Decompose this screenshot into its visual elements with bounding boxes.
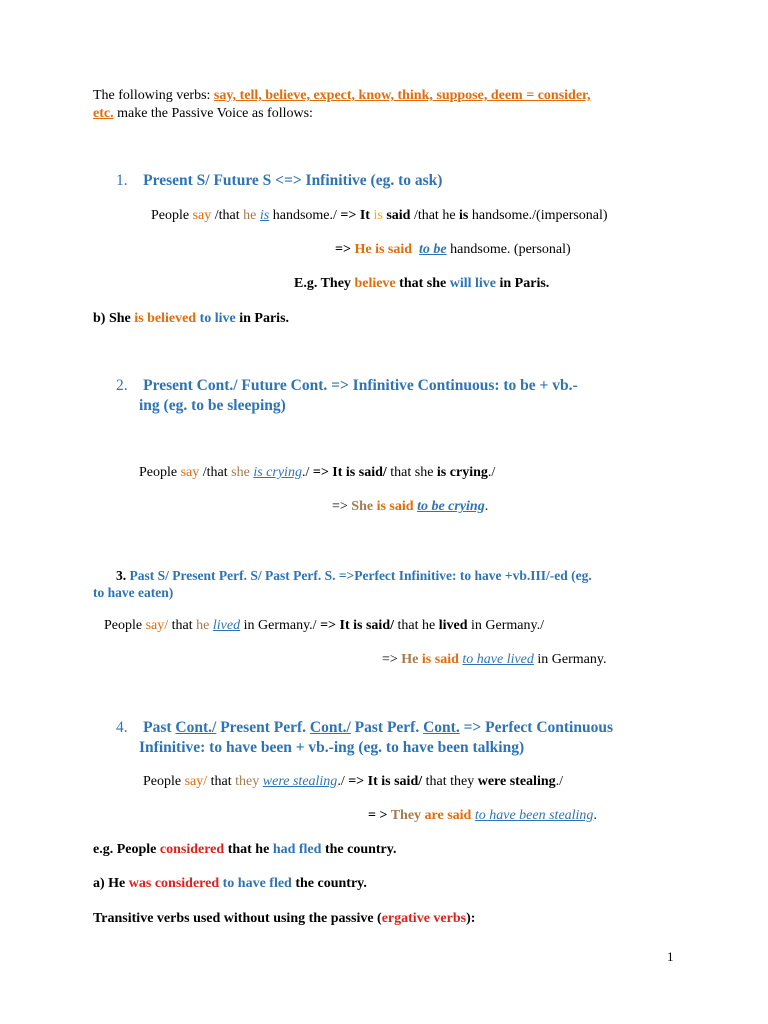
section-4-eg xyxy=(93,841,397,859)
text-is-yellow: is xyxy=(373,208,383,223)
text-that-she: that she xyxy=(395,276,450,291)
text-that-he: /that he xyxy=(410,208,460,223)
text-is-said: is said xyxy=(418,652,459,667)
section-3-heading-1 xyxy=(116,567,592,585)
text-to-have-been-stealing: to have been stealing xyxy=(474,808,594,823)
text-that-he: that he xyxy=(224,842,273,857)
text-slash: ./ xyxy=(301,465,313,480)
text-cont-3: Cont. xyxy=(423,719,460,736)
text-was-considered: was considered xyxy=(128,876,220,891)
text-arrow-it-is-said: => It is said/ xyxy=(312,465,387,480)
text-had-fled: had fled xyxy=(272,842,322,857)
text-to-be: to be xyxy=(419,242,447,257)
text-present-perf: Present Perf. xyxy=(216,719,310,736)
section-3-title-line-1: Past S/ Present Perf. S/ Past Perf. S. =>Perfect Infinitive: to have +vb.III/-ed (eg. xyxy=(126,568,592,583)
text-period: . xyxy=(484,499,489,514)
text-people: People xyxy=(151,208,193,223)
page-number: 1 xyxy=(667,949,674,964)
section-1-example-2 xyxy=(335,241,571,259)
text-the-country: the country. xyxy=(291,876,367,891)
section-4-title-line-1 xyxy=(143,719,613,736)
intro-line-1 xyxy=(93,87,590,105)
section-4-example-1 xyxy=(143,773,563,791)
text-people: People xyxy=(143,774,185,789)
text-believe: believe xyxy=(354,276,396,291)
text-is-crying-bold: is crying xyxy=(436,465,488,480)
text-perfect-continuous: => Perfect Continuous xyxy=(459,719,613,736)
text-slash: ./ xyxy=(337,774,349,789)
text-that: that xyxy=(168,618,197,633)
section-2-title-line-1: Present Cont./ Future Cont. => Infinitive Continuous: to be + vb.- xyxy=(143,377,578,394)
intro-tail: make the Passive Voice as follows: xyxy=(113,106,313,121)
text-considered: considered xyxy=(159,842,225,857)
text-arrow: => xyxy=(382,652,402,667)
section-4-a xyxy=(93,875,367,893)
text-that-they: that they xyxy=(422,774,478,789)
text-he: he xyxy=(243,208,257,223)
text-were-stealing: were stealing xyxy=(262,774,338,789)
text-said: said xyxy=(382,208,411,223)
intro-line-2 xyxy=(93,105,313,123)
text-to-be-crying: to be crying xyxy=(417,499,485,514)
text-he: he xyxy=(196,618,210,633)
text-people: People xyxy=(139,465,181,480)
text-to-have-fled: to have fled xyxy=(219,876,292,891)
text-say: say/ xyxy=(184,774,208,789)
text-arrow-it-is-said: => It is said/ xyxy=(320,618,394,633)
text-past-perf: Past Perf. xyxy=(350,719,424,736)
section-3-number: 3. xyxy=(116,568,127,583)
text-they-bold: They xyxy=(390,808,422,823)
text-impersonal: handsome./(impersonal) xyxy=(468,208,608,223)
text-are-said: are said xyxy=(421,808,472,823)
section-3-example-2 xyxy=(382,651,606,669)
text-cont-2: Cont./ xyxy=(309,719,351,736)
transitive-verbs-line xyxy=(93,910,475,928)
text-they: they xyxy=(235,774,260,789)
text-to-live: to live xyxy=(196,311,236,326)
text-that-she: that she xyxy=(386,465,437,480)
text-is-crying: is crying xyxy=(253,465,302,480)
text-eg-lead: e.g. People xyxy=(93,842,160,857)
text-he-bold: He xyxy=(401,652,419,667)
text-transitive-tail: ): xyxy=(466,911,476,926)
text-past: Past xyxy=(143,719,176,736)
section-2-example-1 xyxy=(139,464,495,482)
section-2-example-2 xyxy=(332,498,488,516)
text-a-lead: a) He xyxy=(93,876,129,891)
section-1-heading xyxy=(116,172,442,191)
text-handsome: handsome./ xyxy=(269,208,341,223)
text-he-is-said: He is said xyxy=(354,242,413,257)
intro-etc: etc. xyxy=(93,106,114,121)
text-the-country: the country. xyxy=(321,842,397,857)
text-tail: ./ xyxy=(487,465,496,480)
text-arrow-it: => It xyxy=(340,208,374,223)
intro-verbs: say, tell, believe, expect, know, think, suppose, deem = consider, xyxy=(213,88,591,103)
section-4-title-line-2: Infinitive: to have been + vb.-ing (eg. to have been talking) xyxy=(139,739,525,756)
text-were-stealing-bold: were stealing xyxy=(477,774,556,789)
section-1-title: Present S/ Future S <=> Infinitive (eg. to ask) xyxy=(143,172,443,189)
text-is: is xyxy=(259,208,270,223)
text-people: People xyxy=(104,618,146,633)
section-1-b xyxy=(93,310,289,328)
text-ergative-verbs: ergative verbs xyxy=(381,911,467,926)
text-arrow: => xyxy=(335,242,355,257)
section-2-number: 2. xyxy=(116,377,128,394)
section-2-heading-1 xyxy=(116,377,578,396)
section-2-title-line-2: ing (eg. to be sleeping) xyxy=(139,397,286,414)
text-b-lead: b) She xyxy=(93,311,135,326)
text-say: say xyxy=(180,465,200,480)
text-cont-1: Cont./ xyxy=(175,719,217,736)
text-period: . xyxy=(593,808,597,823)
text-is-believed: is believed xyxy=(134,311,197,326)
text-say: say/ xyxy=(145,618,169,633)
section-3-title-line-2: to have eaten) xyxy=(93,585,174,600)
text-in-paris-b: in Paris. xyxy=(235,311,290,326)
text-in-germany: in Germany./ xyxy=(240,618,321,633)
text-lived: lived xyxy=(212,618,241,633)
text-lived-bold: lived xyxy=(438,618,468,633)
section-4-number: 4. xyxy=(116,719,128,736)
section-3-example-1 xyxy=(104,617,544,635)
section-4-example-2 xyxy=(368,807,597,825)
section-4-heading-1 xyxy=(116,719,613,738)
text-that-he: that he xyxy=(394,618,439,633)
section-1-number: 1. xyxy=(116,172,128,189)
text-she-bold: She xyxy=(351,499,374,514)
text-personal: handsome. (personal) xyxy=(446,242,571,257)
text-in-paris: in Paris. xyxy=(496,276,550,291)
text-eg-lead: E.g. They xyxy=(294,276,355,291)
text-is-said: is said xyxy=(373,499,414,514)
section-1-example-1 xyxy=(151,207,608,225)
text-say: say xyxy=(192,208,212,223)
text-tail: ./ xyxy=(555,774,564,789)
section-1-eg xyxy=(294,275,549,293)
text-arrow: => xyxy=(332,499,352,514)
text-transitive-lead: Transitive verbs used without using the passive ( xyxy=(93,911,382,926)
text-to-have-lived: to have lived xyxy=(462,652,534,667)
text-tail: in Germany./ xyxy=(467,618,544,633)
text-that: /that xyxy=(211,208,244,223)
text-arrow-it-is-said: => It is said/ xyxy=(348,774,423,789)
text-arrow: = > xyxy=(368,808,391,823)
text-in-germany: in Germany. xyxy=(533,652,607,667)
text-that: that xyxy=(207,774,236,789)
intro-lead: The following verbs: xyxy=(93,88,214,103)
text-she: she xyxy=(231,465,250,480)
text-is-bold: is xyxy=(459,208,469,223)
text-will-live: will live xyxy=(449,276,496,291)
text-that: /that xyxy=(199,465,232,480)
